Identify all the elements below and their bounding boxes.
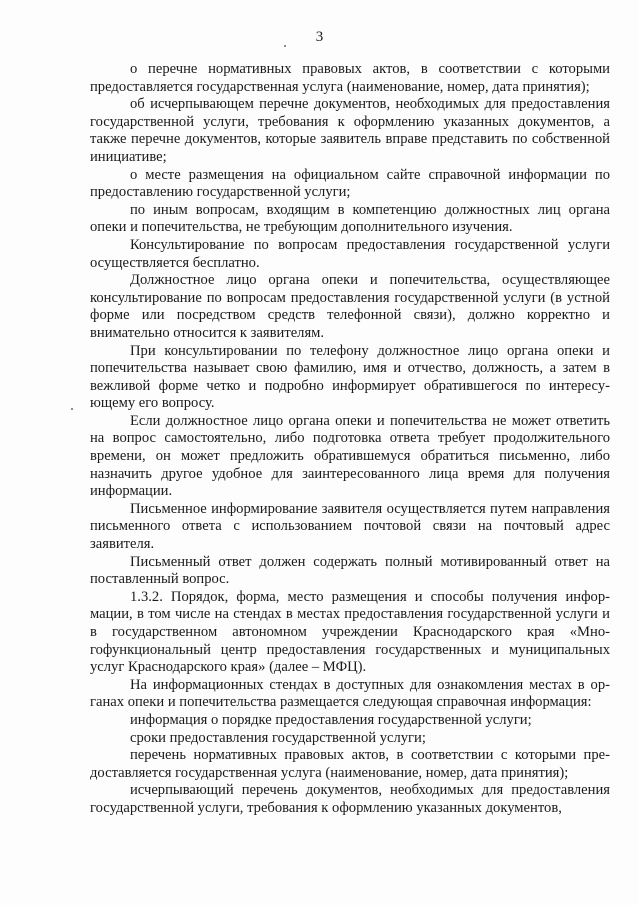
body-text [90,61,610,818]
paragraph: Должностное лицо органа опеки и попечительства, осуществляющее консультирование по вопросам предоставления государственной услуги (в устной форме или посредством средств телефонной связи), должно корректно и внимательно относится к заявителям. [90,272,610,341]
paragraph: Консультирование по вопросам предоставления государственной услуги осуществляется бесплатно. [90,236,610,271]
page-number: 3 [315,29,324,45]
paragraph: об исчерпывающем перечне документов, необходимых для предоставления государственной услуги, требования к оформлению указанных документов, а также перечне документов, которые заявитель вправе представить по собственной инициативе; [90,96,610,165]
paragraph: Если должностное лицо органа опеки и попечительства не может ответить на вопрос самостоятельно, либо подготовка ответа требует продолжительного времени, он может предложить обратившемуся обратиться письменно, либо назначить другое удобное для заинтересованного лица время для получения информации. [90,412,610,500]
paragraph: о месте размещения на официальном сайте справочной информации по предоставлению государственной услуги; [90,166,610,201]
scan-speck [71,408,73,410]
paragraph: по иным вопросам, входящим в компетенцию должностных лиц органа опеки и попечительства, не требующим дополнительного изучения. [90,201,610,236]
paragraph: При консультировании по телефону должностное лицо органа опеки и попечительства называет свою фамилию, имя и отчество, должность, а затем в вежливой форме четко и подробно информирует обратившегося по интересующему его вопросу. [90,342,610,412]
paragraph: 1.3.2. Порядок, форма, место размещения и способы получения информации, в том числе на стендах в местах предоставления государственной услуги и в государственном автономном учреждении Краснодарского края «Многофункциональный центр предоставления государственных и муниципальных услуг Краснодарского края» (далее – МФЦ). [90,588,610,676]
paragraph: информация о порядке предоставления государственной услуги; [130,711,532,728]
paragraph: На информационных стендах в доступных для ознакомления местах в органах опеки и попечительства размещается следующая справочная информация: [90,676,610,711]
paragraph: сроки предоставления государственной услуги; [130,729,426,746]
paragraph: о перечне нормативных правовых актов, в соответствии с которыми предоставляется государственная услуга (наименование, номер, дата принятия); [90,61,610,95]
paragraph: Письменный ответ должен содержать полный мотивированный ответ на поставленный вопрос. [90,553,610,588]
paragraph: исчерпывающий перечень документов, необходимых для предоставления государственной услуги, требования к оформлению указанных документов, [90,782,610,816]
paragraph: перечень нормативных правовых актов, в соответствии с которыми предоставляется государственная услуга (наименование, номер, дата принятия); [90,747,610,781]
scan-speck [284,45,286,47]
paragraph: Письменное информирование заявителя осуществляется путем направления письменного ответа с использованием почтовой связи на почтовый адрес заявителя. [90,500,610,553]
